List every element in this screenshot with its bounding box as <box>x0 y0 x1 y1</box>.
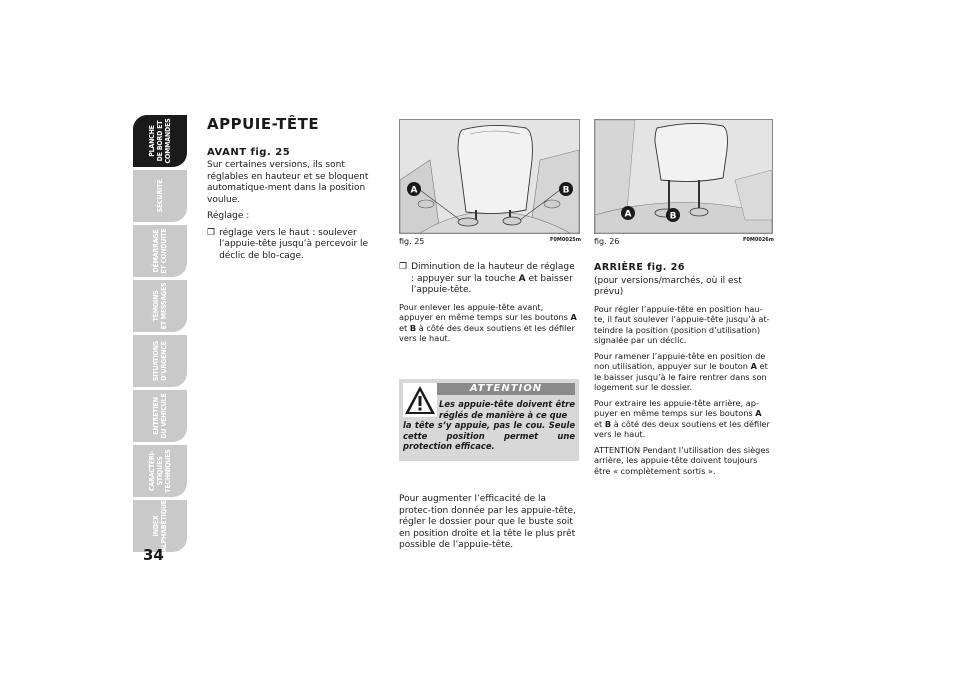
rear-lower-paragraph: Pour ramener l’appuie-tête en position de non utilisation, appuyer sur le bouton A et le baisser jusqu’à le faire rentrer dans son logement sur le dossier. <box>594 350 768 392</box>
tab-demarrage[interactable] <box>133 225 187 277</box>
checkbox-icon: ❐ <box>207 227 216 238</box>
tab-label: SÉCURITÉ <box>156 179 164 213</box>
bullet-text: réglage vers le haut : soulever l’appuie-tête jusqu’à percevoir le déclic de blo-cage. <box>219 227 369 261</box>
rear-scope: (pour versions/marchés, où il est prévu) <box>594 275 742 297</box>
tab-situations-urgence[interactable] <box>133 335 187 387</box>
fig25-label-b: B <box>562 185 570 196</box>
front-intro: Sur certaines versions, ils sont réglables en hauteur et se bloquent automatique-ment dans la position voulue. <box>207 160 369 205</box>
remove-front-paragraph: Pour enlever les appuie-tête avant, appuyer en même temps sur les boutons A et B à côté des deux soutiens et les défiler vers le haut. <box>399 301 577 343</box>
tab-label: PLANCHE DE BORD ET COMMANDES <box>148 118 172 164</box>
fig26-label-a: A <box>624 209 632 220</box>
checkbox-icon: ❐ <box>399 262 408 272</box>
page-number: 34 <box>143 546 164 564</box>
page-title: APPUIE-TÊTE <box>207 115 320 133</box>
tab-label: DÉMARRAGE ET CONDUITE <box>152 228 168 274</box>
rear-raise-paragraph: Pour régler l’appuie-tête en position hau-te, il faut soulever l’appuie-tête jusqu’à at-teindre la position (position d’utilisation) signalée par un déclic. <box>594 303 770 345</box>
figure-25 <box>399 119 580 234</box>
rear-attention-paragraph: ATTENTION Pendant l’utilisation des sièges arrière, les appuie-tête doivent toujours être « complètement sortis ». <box>594 444 770 476</box>
front-heading: AVANT fig. 25 <box>207 146 291 158</box>
tab-label: INDEX ALPHABÉTIQUE <box>152 500 168 552</box>
tab-index[interactable] <box>133 500 187 552</box>
fig25-caption: fig. 25 <box>399 237 425 246</box>
fig26-caption: fig. 26 <box>594 237 620 246</box>
attention-box <box>399 379 579 461</box>
fig25-label-a: A <box>410 185 418 196</box>
column-front <box>207 115 381 267</box>
tab-planche-de-bord[interactable] <box>133 115 187 167</box>
tab-label: SITUATIONS D’URGENCE <box>152 340 168 382</box>
headrest-front-illustration <box>400 120 579 233</box>
bullet-text: Diminution de la hauteur de réglage : appuyer sur la touche A et baisser l’appuie-tête. <box>411 262 575 295</box>
tab-entretien[interactable] <box>133 390 187 442</box>
rear-heading: ARRIÈRE fig. 26 <box>594 262 685 273</box>
safety-paragraph: Pour augmenter l’efficacité de la protec-tion donnée par les appuie-tête, régler le dossier pour que le buste soit en position droite et la tête le plus prêt possible de l’appuie-tête. <box>399 494 576 550</box>
attention-header: ATTENTION <box>437 383 575 395</box>
tab-label: CARACTÉRI- STIQUES TECHNIQUES <box>148 449 172 493</box>
chapter-tabs <box>133 115 187 555</box>
fig25-code: F0M0025m <box>550 237 581 243</box>
tab-label: TÉMOINS ET MESSAGES <box>152 282 168 330</box>
tab-temoins[interactable] <box>133 280 187 332</box>
headrest-rear-illustration <box>595 120 772 233</box>
fig26-label-b: B <box>669 211 677 222</box>
front-reglage: Réglage : <box>207 211 250 221</box>
fig26-code: F0M0026m <box>743 237 774 243</box>
bullet-item <box>207 228 381 263</box>
figure-26 <box>594 119 773 234</box>
bullet-item <box>399 262 579 297</box>
column-rear <box>594 262 772 481</box>
column-middle-bottom <box>399 494 579 557</box>
tab-label: ENTRETIEN DU VÉHICULE <box>152 393 168 439</box>
rear-remove-paragraph: Pour extraire les appuie-tête arrière, ap-puyer en même temps sur les boutons A et B à côté des deux soutiens et les défiler vers le haut. <box>594 397 770 439</box>
attention-text: Les appuie-tête doivent être réglés de manière à ce que la tête s’y appuie, pas le cou. Seule cette position permet une protection efficace. <box>403 399 575 451</box>
column-middle <box>399 262 579 349</box>
tab-caracteristiques[interactable] <box>133 445 187 497</box>
tab-securite[interactable] <box>133 170 187 222</box>
